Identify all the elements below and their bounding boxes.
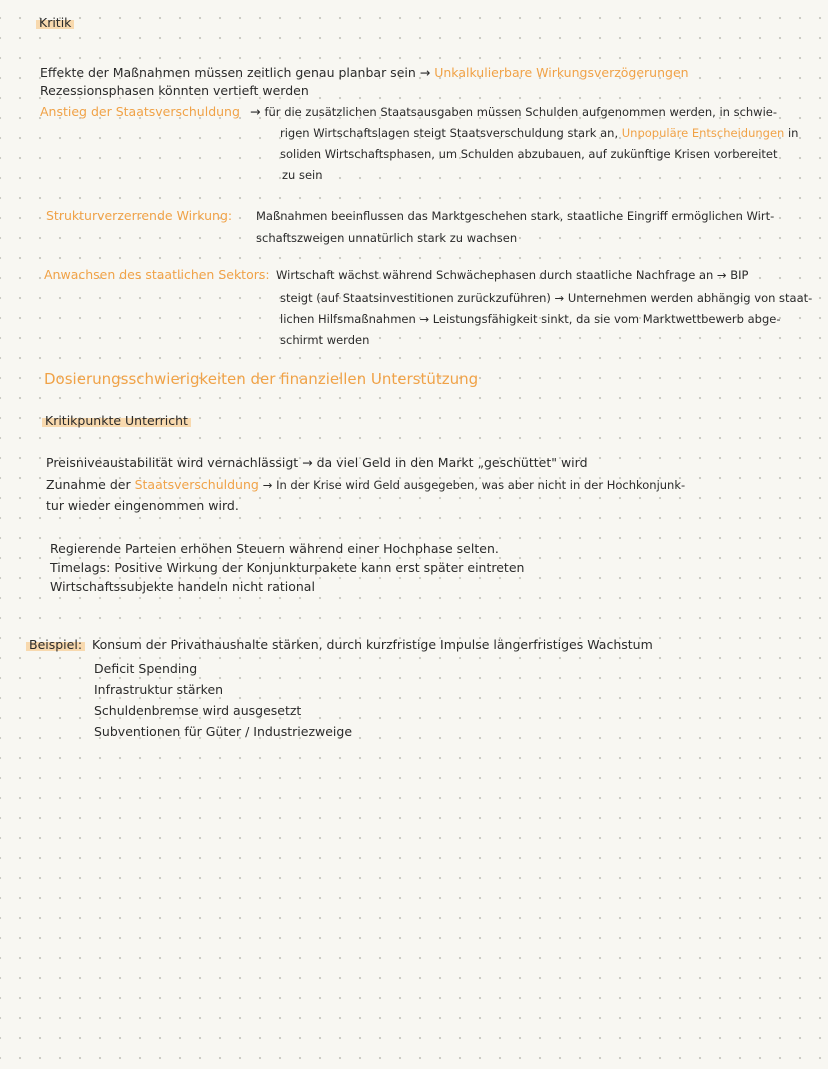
example-item: Deficit Spending (94, 661, 198, 676)
sector-line-1: Wirtschaft wächst während Schwächephasen durch staatliche Nachfrage an → BIP (276, 268, 749, 282)
debt-line-4: zu sein (282, 168, 323, 182)
sector-line-3: lichen Hilfsmaßnahmen → Leistungsfähigkeit sinkt, da sie vom Marktwettbewerb abge- (280, 312, 781, 326)
debt-line-1: → für die zusätzlichen Staatsausgaben müssen Schulden aufgenommen werden, in schwie- (250, 104, 778, 119)
critique-line-5: Timelags: Positive Wirkung der Konjunkturpakete kann erst später eintreten (50, 560, 525, 575)
critique-line-1: Preisniveaustabilität wird vernachlässigt → da viel Geld in den Markt „geschüttet" wird (46, 455, 588, 470)
critique-line-2: Zunahme der Staatsverschuldung → In der Krise wird Geld ausgegeben, was aber nicht in der Hochkonjunk- (46, 477, 686, 492)
page-title: Kritik (36, 14, 74, 32)
sector-line-4: schirmt werden (280, 333, 370, 347)
critique-line-4: Regierende Parteien erhöhen Steuern während einer Hochphase selten. (50, 541, 499, 556)
example-line-1: Konsum der Privathaushalte stärken, durch kurzfristige Impulse längerfristiges Wachstum (92, 637, 653, 652)
debt-line-2: rigen Wirtschaftslagen steigt Staatsverschuldung stark an, Unpopuläre Entscheidungen in (280, 126, 799, 140)
debt-label: Anstieg der Staatsverschuldung (40, 104, 240, 119)
recession-line: Rezessionsphasen könnten vertieft werden (40, 83, 309, 98)
structure-label: Strukturverzerrende Wirkung: (46, 208, 233, 223)
section-heading: Kritikpunkte Unterricht (42, 412, 191, 430)
example-item: Infrastruktur stärken (94, 682, 224, 697)
critique-line-3: tur wieder eingenommen wird. (46, 498, 239, 513)
effects-line: Effekte der Maßnahmen müssen zeitlich genau planbar sein → Unkalkulierbare Wirkungsverzögerungen (40, 65, 689, 80)
structure-line-1: Maßnahmen beeinflussen das Marktgeschehen stark, staatliche Eingriff ermöglichen Wirt- (256, 209, 775, 223)
sector-label: Anwachsen des staatlichen Sektors: (44, 267, 270, 282)
example-label: Beispiel: (26, 636, 85, 654)
sector-line-2: steigt (auf Staatsinvestitionen zurückzuführen) → Unternehmen werden abhängig von staat- (280, 291, 813, 305)
example-item: Subventionen für Güter / Industriezweige (94, 724, 353, 739)
critique-line-6: Wirtschaftssubjekte handeln nicht rational (50, 579, 315, 594)
example-item: Schuldenbremse wird ausgesetzt (94, 703, 302, 718)
debt-line-3: soliden Wirtschaftsphasen, um Schulden abzubauen, auf zukünftige Krisen vorbereitet (280, 147, 778, 161)
structure-line-2: schaftszweigen unnatürlich stark zu wachsen (256, 231, 518, 245)
arrow-icon: → (250, 104, 261, 119)
dosage-line: Dosierungsschwierigkeiten der finanziellen Unterstützung (44, 370, 479, 388)
arrow-icon: → (419, 65, 431, 80)
